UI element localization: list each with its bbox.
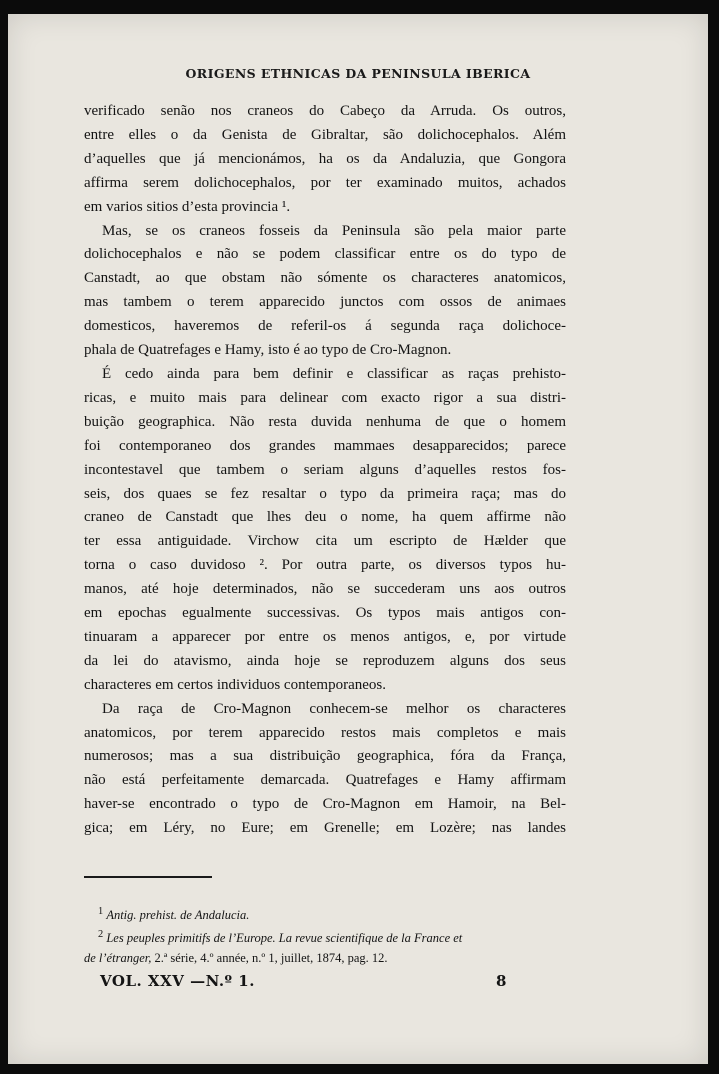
sheet-number: 8	[496, 972, 507, 990]
footnote-citation: 2.ª série, 4.º année, n.º 1, juillet, 1874, pag. 12.	[151, 951, 388, 966]
text-line: foi contemporaneo dos grandes mammaes desapparecidos; parece	[84, 437, 566, 454]
text-line: seis, dos quaes se fez resaltar o typo da primeira raça; mas do	[84, 485, 566, 502]
body-text	[84, 100, 566, 841]
text-line: mas tambem o terem apparecido junctos com ossos de animaes	[84, 294, 566, 311]
text-line: ricas, e muito mais para delinear com exacto rigor a sua distri-	[84, 389, 566, 406]
footnote-mark: 1	[98, 906, 104, 917]
text-line: characteres em certos individuos contemporaneos.	[84, 676, 386, 693]
signature-mark: VOL. XXV —N.º 1.	[100, 972, 255, 990]
text-line: dolichocephalos e não se podem classificar entre os do typo de	[84, 246, 566, 263]
footnote-title: de l’étranger,	[84, 951, 152, 966]
text-line: em epochas egualmente successivas. Os typos mais antigos con-	[84, 605, 566, 622]
footnote-rule	[84, 876, 212, 878]
running-header: ORIGENS ETHNICAS DA PENINSULA IBERICA	[185, 66, 531, 81]
text-line: craneo de Canstadt que lhes deu o nome, ha quem affirme não	[84, 509, 566, 526]
footnote-2-cont	[84, 948, 568, 968]
text-line: manos, até hoje determinados, não se succederam uns aos outros	[84, 581, 566, 598]
document-page	[8, 14, 708, 1064]
footnote-1	[84, 902, 568, 925]
text-line: torna o caso duvidoso ². Por outra parte, os diversos typos hu-	[84, 557, 566, 574]
text-line: anatomicos, por terem apparecido restos mais completos e mais	[84, 724, 566, 741]
text-line: gica; em Léry, no Eure; em Grenelle; em Lozère; nas landes	[84, 820, 566, 837]
text-line: ter essa antiguidade. Virchow cita um escripto de Hælder que	[84, 533, 566, 550]
text-line: da lei do atavismo, ainda hoje se reproduzem alguns dos seus	[84, 652, 566, 669]
text-line: Mas, se os craneos fosseis da Peninsula são pela maior parte	[102, 222, 566, 239]
text-line: não está perfeitamente demarcada. Quatrefages e Hamy affirmam	[84, 772, 566, 789]
text-line: affirma serem dolichocephalos, por ter examinado muitos, achados	[84, 174, 566, 191]
text-line: Da raça de Cro-Magnon conhecem-se melhor os characteres	[102, 700, 566, 717]
text-line: entre elles o da Genista de Gibraltar, são dolichocephalos. Além	[84, 126, 566, 143]
footnotes	[84, 902, 568, 968]
footnote-title: Les peuples primitifs de l’Europe. La revue scientifique de la France et	[106, 931, 463, 946]
text-line: phala de Quatrefages e Hamy, isto é ao typo de Cro-Magnon.	[84, 342, 452, 359]
text-line: em varios sitios d’esta provincia ¹.	[84, 198, 291, 215]
text-line: buição geographica. Não resta duvida nenhuma de que o homem	[84, 413, 566, 430]
text-line: domesticos, haveremos de referil-os á segunda raça dolichoce-	[84, 318, 566, 335]
text-line: É cedo ainda para bem definir e classificar as raças prehisto-	[102, 365, 566, 382]
footnote-2	[84, 925, 568, 948]
footnote-mark: 2	[98, 929, 104, 941]
footnote-title: Antig. prehist. de Andalucia.	[106, 908, 250, 923]
text-line: haver-se encontrado o typo de Cro-Magnon em Hamoir, na Bel-	[84, 796, 566, 813]
text-line: verificado senão nos craneos do Cabeço da Arruda. Os outros,	[84, 103, 566, 119]
text-line: tinuaram a apparecer por entre os menos antigos, e, por virtude	[84, 628, 566, 645]
text-line: d’aquelles que já mencionámos, ha os da Andaluzia, que Gongora	[84, 150, 566, 167]
text-line: numerosos; mas a sua distribuição geographica, fóra da França,	[84, 748, 566, 765]
text-line: Canstadt, ao que obstam não sómente os characteres anatomicos,	[84, 270, 566, 287]
text-line: incontestavel que tambem o seriam alguns d’aquelles restos fos-	[84, 461, 566, 478]
